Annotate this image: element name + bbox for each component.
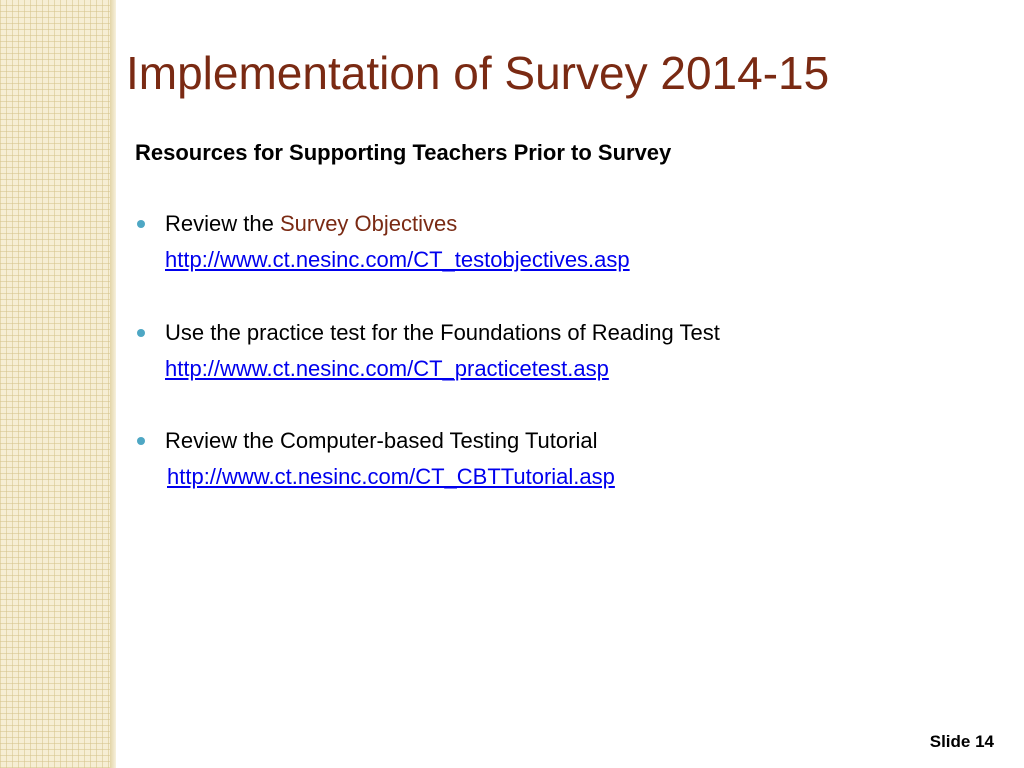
- bullet-text: [135, 206, 995, 242]
- slide-title: Implementation of Survey 2014-15: [126, 47, 830, 99]
- sidebar-edge: [110, 0, 116, 768]
- slide-subtitle: Resources for Supporting Teachers Prior to Survey: [135, 140, 672, 165]
- list-item: [135, 206, 995, 278]
- bullet-text: [135, 315, 995, 351]
- slide-number: Slide 14: [929, 732, 994, 751]
- practice-test-link[interactable]: http://www.ct.nesinc.com/CT_practicetest.asp: [165, 356, 609, 381]
- bullet-icon: [137, 329, 145, 337]
- item-text-prefix: Review the: [165, 211, 280, 236]
- bullet-text: [135, 423, 995, 459]
- bullet-icon: [137, 437, 145, 445]
- cbt-tutorial-link[interactable]: http://www.ct.nesinc.com/CT_CBTTutorial.asp: [167, 464, 615, 489]
- bullet-icon: [137, 220, 145, 228]
- test-objectives-link[interactable]: http://www.ct.nesinc.com/CT_testobjectives.asp: [165, 247, 630, 272]
- list-item: [135, 423, 995, 495]
- item-text: Review the Computer-based Testing Tutorial: [165, 428, 598, 453]
- decorative-sidebar: [0, 0, 110, 768]
- survey-objectives-label: Survey Objectives: [279, 211, 458, 236]
- item-text: Use the practice test for the Foundations of Reading Test: [165, 320, 720, 345]
- list-item: [135, 315, 995, 387]
